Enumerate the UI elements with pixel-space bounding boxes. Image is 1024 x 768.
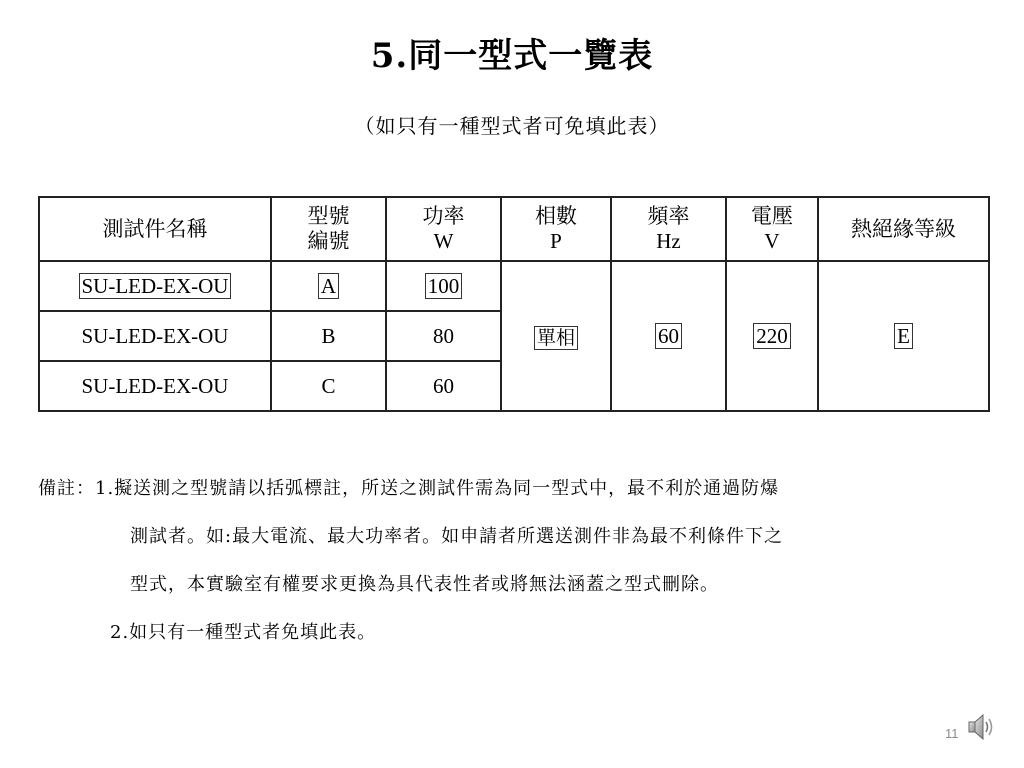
cell-name: SU-LED-EX-OU — [39, 311, 271, 361]
page-subtitle: （如只有一種型式者可免填此表） — [354, 114, 670, 138]
cell-name: SU-LED-EX-OU — [39, 361, 271, 411]
header-voltage: 電壓 V — [726, 197, 818, 261]
table-row — [39, 261, 989, 311]
page-title: 5.同一型式一覽表 — [370, 36, 654, 76]
header-name: 測試件名稱 — [39, 197, 271, 261]
note-line-4: 2.如只有一種型式者免填此表。 — [110, 622, 377, 643]
note-line-2: 測試者。如:最大電流、最大功率者。如申請者所選送測件非為最不利條件下之 — [130, 526, 784, 547]
cell-frequency — [611, 261, 726, 411]
note-line-3: 型式，本實驗室有權要求更換為具代表性者或將無法涵蓋之型式刪除。 — [130, 574, 719, 595]
header-power: 功率 W — [386, 197, 501, 261]
header-model: 型號 編號 — [271, 197, 386, 261]
cell-model — [271, 261, 386, 311]
cell-phase — [501, 261, 611, 411]
cell-power-value[interactable]: 100 — [425, 273, 463, 299]
cell-frequency-value[interactable]: 60 — [655, 323, 682, 349]
table-header-row — [39, 197, 989, 261]
cell-power: 80 — [386, 311, 501, 361]
note-line-1: 備註：1.擬送測之型號請以括弧標註，所送之測試件需為同一型式中，最不利於通過防爆 — [38, 478, 780, 499]
cell-model-value[interactable]: A — [318, 273, 339, 299]
cell-phase-value[interactable]: 單相 — [534, 326, 578, 350]
cell-power: 60 — [386, 361, 501, 411]
page-number: 11 — [945, 726, 959, 741]
cell-insulation-value[interactable]: E — [894, 323, 913, 349]
cell-model: C — [271, 361, 386, 411]
cell-insulation — [818, 261, 989, 411]
header-phase: 相數 P — [501, 197, 611, 261]
header-insulation: 熱絕緣等級 — [818, 197, 989, 261]
speaker-icon[interactable] — [966, 710, 996, 744]
cell-voltage — [726, 261, 818, 411]
cell-name — [39, 261, 271, 311]
header-frequency: 頻率 Hz — [611, 197, 726, 261]
model-list-table — [38, 196, 990, 412]
cell-name-value[interactable]: SU-LED-EX-OU — [79, 273, 232, 299]
cell-power — [386, 261, 501, 311]
cell-voltage-value[interactable]: 220 — [753, 323, 791, 349]
cell-model: B — [271, 311, 386, 361]
